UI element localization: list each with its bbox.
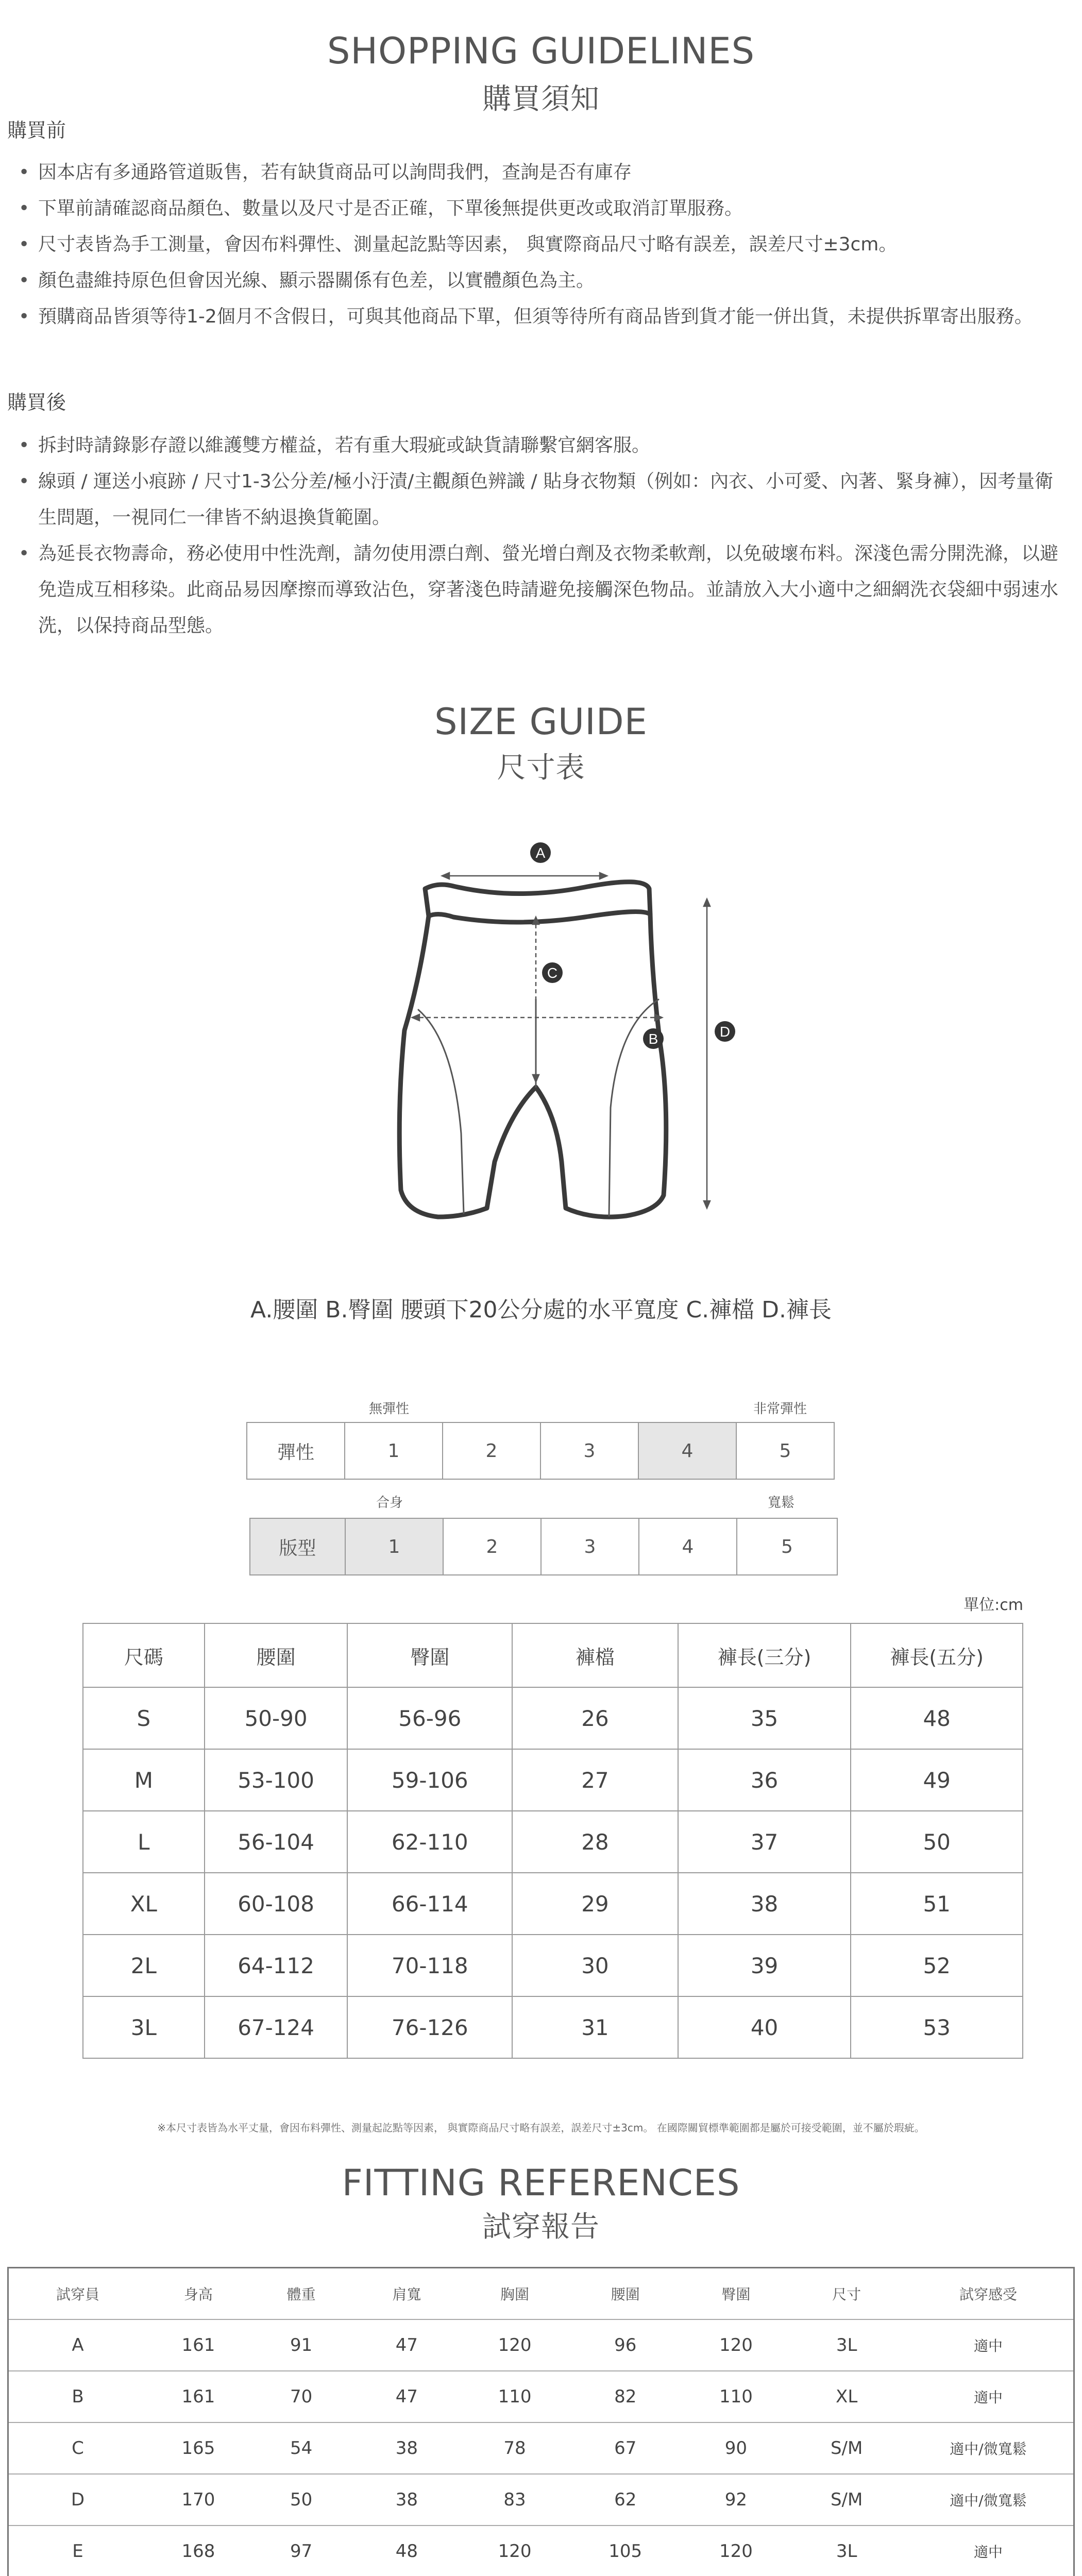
fit-option-5: 5 <box>737 1518 837 1575</box>
table-cell: 50 <box>851 1811 1023 1873</box>
table-cell: 97 <box>250 2526 353 2576</box>
shorts-waistband <box>425 882 650 922</box>
list-item: • 因本店有多通路管道販售，若有缺貨商品可以詢問我們，查詢是否有庫存 <box>15 155 1072 191</box>
table-header: 試穿感受 <box>903 2268 1074 2319</box>
table-cell: 30 <box>512 1935 678 1996</box>
table-header: 尺碼 <box>83 1623 205 1687</box>
table-cell: C <box>8 2422 147 2474</box>
table-row <box>8 2474 1074 2526</box>
table-cell: 91 <box>250 2319 353 2371</box>
table-header: 身高 <box>147 2268 250 2319</box>
list-item: • 為延長衣物壽命，務必使用中性洗劑，請勿使用漂白劑、螢光增白劑及衣物柔軟劑，以免破壞布料。深淺色需分開洗滌，以避免造成互相移染。此商品易因摩擦而導致沾色，穿著淺色時請避免接觸深色物品。並請放入大小適中之細網洗衣袋細中弱速水洗，以保持商品型態。 <box>15 536 1072 644</box>
table-row <box>8 2319 1074 2371</box>
table-cell: 53-100 <box>205 1749 348 1811</box>
elasticity-option-1: 1 <box>345 1422 443 1479</box>
table-cell: S/M <box>790 2422 903 2474</box>
table-cell: 56-104 <box>205 1811 348 1873</box>
table-header: 褲檔 <box>512 1623 678 1687</box>
table-cell: 60-108 <box>205 1873 348 1935</box>
table-cell: 適中/微寬鬆 <box>903 2422 1074 2474</box>
table-cell: 3L <box>790 2319 903 2371</box>
marker-d-label: D <box>719 1024 731 1040</box>
list-item: • 預購商品皆須等待1-2個月不含假日，可與其他商品下單，但須等待所有商品皆到貨才能一併出貨，未提供拆單寄出服務。 <box>15 299 1072 335</box>
table-cell: 26 <box>512 1687 678 1749</box>
after-purchase-label: 購買後 <box>7 391 66 414</box>
table-header-row <box>8 2268 1074 2319</box>
size-table <box>82 1623 1023 2059</box>
table-cell: 3L <box>790 2526 903 2576</box>
table-cell: 31 <box>512 1996 678 2058</box>
measurement-caption: A.腰圍 B.臀圍 腰頭下20公分處的水平寬度 C.褲檔 D.褲長 <box>250 1297 832 1323</box>
before-purchase-list <box>15 155 1072 335</box>
table-row <box>8 2526 1074 2576</box>
fit-option-1: 1 <box>345 1518 443 1575</box>
table-cell: 78 <box>461 2422 569 2474</box>
table-cell: 29 <box>512 1873 678 1935</box>
size-guide-title-zh: 尺寸表 <box>497 751 585 785</box>
table-cell: 35 <box>678 1687 851 1749</box>
table-cell: 適中 <box>903 2319 1074 2371</box>
table-cell: E <box>8 2526 147 2576</box>
table-row <box>83 1749 1023 1811</box>
table-cell: M <box>83 1749 205 1811</box>
table-cell: 適中 <box>903 2371 1074 2422</box>
shorts-outline <box>399 914 666 1217</box>
elasticity-option-5: 5 <box>736 1422 834 1479</box>
table-header: 褲長(五分) <box>851 1623 1023 1687</box>
table-cell: 64-112 <box>205 1935 348 1996</box>
table-cell: 67-124 <box>205 1996 348 2058</box>
table-row <box>8 2422 1074 2474</box>
table-cell: 27 <box>512 1749 678 1811</box>
table-cell: 120 <box>461 2319 569 2371</box>
list-item: • 下單前請確認商品顏色、數量以及尺寸是否正確，下單後無提供更改或取消訂單服務。 <box>15 191 1072 227</box>
table-cell: 3L <box>83 1996 205 2058</box>
table-cell: A <box>8 2319 147 2371</box>
fit-high-label: 寬鬆 <box>768 1495 795 1511</box>
table-cell: D <box>8 2474 147 2526</box>
table-cell: 47 <box>352 2319 461 2371</box>
table-header: 褲長(三分) <box>678 1623 851 1687</box>
table-cell: 92 <box>682 2474 790 2526</box>
elasticity-option-3: 3 <box>540 1422 638 1479</box>
table-cell: 49 <box>851 1749 1023 1811</box>
table-cell: 38 <box>352 2474 461 2526</box>
fitting-table <box>7 2267 1075 2576</box>
list-item: • 尺寸表皆為手工測量，會因布料彈性、測量起訖點等因素， 與實際商品尺寸略有誤差，誤差尺寸±3cm。 <box>15 227 1072 263</box>
table-cell: 83 <box>461 2474 569 2526</box>
table-cell: 76-126 <box>347 1996 512 2058</box>
marker-a-label: A <box>535 845 546 861</box>
fit-low-label: 合身 <box>376 1495 403 1511</box>
table-header: 試穿員 <box>8 2268 147 2319</box>
table-cell: 105 <box>569 2526 682 2576</box>
table-cell: 50-90 <box>205 1687 348 1749</box>
fit-option-4: 4 <box>639 1518 737 1575</box>
table-cell: L <box>83 1811 205 1873</box>
table-cell: 96 <box>569 2319 682 2371</box>
table-header-row <box>83 1623 1023 1687</box>
table-cell: 54 <box>250 2422 353 2474</box>
table-cell: 39 <box>678 1935 851 1996</box>
table-row <box>83 1687 1023 1749</box>
table-cell: B <box>8 2371 147 2422</box>
list-item: • 顏色盡維持原色但會因光線、顯示器關係有色差，以實體顏色為主。 <box>15 263 1072 299</box>
table-cell: 70 <box>250 2371 353 2422</box>
table-row <box>83 1935 1023 1996</box>
after-purchase-list <box>15 428 1072 644</box>
table-cell: 168 <box>147 2526 250 2576</box>
fit-option-2: 2 <box>443 1518 541 1575</box>
marker-b-label: B <box>648 1031 658 1047</box>
fit-scale <box>249 1518 838 1575</box>
before-purchase-label: 購買前 <box>7 119 66 142</box>
table-cell: 161 <box>147 2319 250 2371</box>
table-row <box>83 1996 1023 2058</box>
table-header: 體重 <box>250 2268 353 2319</box>
table-cell: 67 <box>569 2422 682 2474</box>
table-header: 腰圍 <box>205 1623 348 1687</box>
table-cell: 48 <box>352 2526 461 2576</box>
shopping-title-zh: 購買須知 <box>482 82 600 116</box>
table-cell: 52 <box>851 1935 1023 1996</box>
table-cell: 2L <box>83 1935 205 1996</box>
table-header: 腰圍 <box>569 2268 682 2319</box>
table-cell: XL <box>790 2371 903 2422</box>
table-header: 臀圍 <box>682 2268 790 2319</box>
shopping-title-en: SHOPPING GUIDELINES <box>327 30 755 72</box>
table-cell: 70-118 <box>347 1935 512 1996</box>
table-cell: 62 <box>569 2474 682 2526</box>
table-cell: 37 <box>678 1811 851 1873</box>
table-cell: XL <box>83 1873 205 1935</box>
elasticity-scale <box>246 1422 835 1480</box>
table-cell: 40 <box>678 1996 851 2058</box>
table-cell: 50 <box>250 2474 353 2526</box>
shorts-measurement-diagram <box>371 824 752 1278</box>
table-header: 肩寬 <box>352 2268 461 2319</box>
table-cell: 56-96 <box>347 1687 512 1749</box>
table-cell: 90 <box>682 2422 790 2474</box>
table-cell: 36 <box>678 1749 851 1811</box>
elasticity-row-label: 彈性 <box>247 1422 345 1479</box>
table-cell: 適中/微寬鬆 <box>903 2474 1074 2526</box>
fit-option-3: 3 <box>541 1518 639 1575</box>
fit-row-label: 版型 <box>250 1518 345 1575</box>
table-cell: 38 <box>678 1873 851 1935</box>
table-cell: 161 <box>147 2371 250 2422</box>
table-cell: 48 <box>851 1687 1023 1749</box>
list-item: • 線頭 / 運送小痕跡 / 尺寸1-3公分差/極小汙漬/主觀顏色辨識 / 貼身衣物類（例如：內衣、小可愛、內著、緊身褲），因考量衛生問題，一視同仁一律皆不納退換貨範圍。 <box>15 464 1072 536</box>
fitting-title-zh: 試穿報告 <box>482 2210 600 2244</box>
table-cell: 110 <box>682 2371 790 2422</box>
table-header: 臀圍 <box>347 1623 512 1687</box>
table-cell: 53 <box>851 1996 1023 2058</box>
marker-c-label: C <box>547 965 558 981</box>
table-cell: 110 <box>461 2371 569 2422</box>
elasticity-option-4: 4 <box>638 1422 736 1479</box>
table-row <box>8 2371 1074 2422</box>
table-header: 胸圍 <box>461 2268 569 2319</box>
list-item: • 拆封時請錄影存證以維護雙方權益，若有重大瑕疵或缺貨請聯繫官網客服。 <box>15 428 1072 464</box>
size-guide-title-en: SIZE GUIDE <box>434 701 648 743</box>
table-cell: 120 <box>682 2319 790 2371</box>
table-header: 尺寸 <box>790 2268 903 2319</box>
size-table-note: ※本尺寸表皆為水平丈量，會因布料彈性、測量起訖點等因素， 與實際商品尺寸略有誤差，誤差尺寸±3cm。 在國際關貿標準範圍都是屬於可接受範圍，並不屬於瑕疵。 <box>157 2122 925 2134</box>
table-row <box>83 1873 1023 1935</box>
table-cell: 51 <box>851 1873 1023 1935</box>
fitting-title-en: FITTING REFERENCES <box>342 2162 740 2204</box>
table-cell: 28 <box>512 1811 678 1873</box>
table-cell: 47 <box>352 2371 461 2422</box>
table-cell: 66-114 <box>347 1873 512 1935</box>
elasticity-option-2: 2 <box>443 1422 540 1479</box>
table-cell: S/M <box>790 2474 903 2526</box>
unit-label: 單位:cm <box>963 1596 1023 1614</box>
table-cell: 120 <box>461 2526 569 2576</box>
elasticity-high-label: 非常彈性 <box>753 1401 807 1417</box>
table-cell: 120 <box>682 2526 790 2576</box>
table-cell: 38 <box>352 2422 461 2474</box>
table-cell: S <box>83 1687 205 1749</box>
table-cell: 165 <box>147 2422 250 2474</box>
elasticity-low-label: 無彈性 <box>369 1401 410 1417</box>
table-cell: 62-110 <box>347 1811 512 1873</box>
table-cell: 適中 <box>903 2526 1074 2576</box>
table-cell: 59-106 <box>347 1749 512 1811</box>
table-row <box>83 1811 1023 1873</box>
table-cell: 82 <box>569 2371 682 2422</box>
table-cell: 170 <box>147 2474 250 2526</box>
